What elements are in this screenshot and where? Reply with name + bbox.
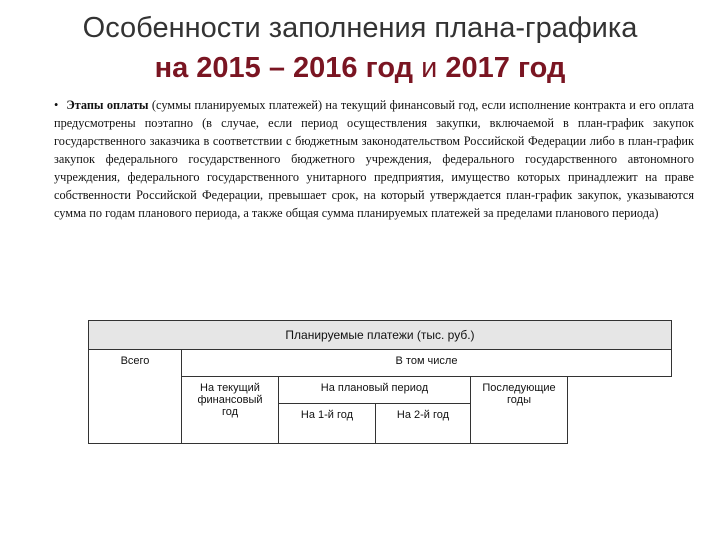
planned-period-label: На плановый период <box>320 382 429 394</box>
lead-text: Этапы оплаты <box>66 98 149 112</box>
title-line-1: Особенности заполнения плана-графика <box>82 12 638 44</box>
total-label: Всего <box>120 355 150 367</box>
including-label: В том числе <box>395 355 458 367</box>
title-years-a: на 2015 – 2016 год <box>154 52 414 84</box>
title-years-b: 2017 год <box>445 52 566 84</box>
later-years-label: Последующие годы <box>482 382 556 406</box>
year1-cell <box>278 403 376 444</box>
current-year-cell <box>181 376 279 444</box>
body-paragraph <box>54 96 694 222</box>
table-header-label: Планируемые платежи (тыс. руб.) <box>285 328 475 342</box>
bullet-icon: • <box>54 98 59 112</box>
year1-label: На 1-й год <box>300 409 354 421</box>
payments-table <box>88 320 672 444</box>
later-years-cell <box>470 376 568 444</box>
title-line-2 <box>0 48 720 88</box>
body-text: (суммы планируемых платежей) на текущий финансовый год, если исполнение контракта и его оплата предусмотрены поэтапно (в случае, если период осуществления закупки, включаемой в план-график закупок государственного заказчика в соответствии с бюджетным законодательством Российской Федерации либо в план-график закупок федерального государственного бюджетного учреждения, федерального государственного автономного учреждения, федерального государственного унитарного предприятия, имущество которых принадлежит на праве собственности Российской Федерации, превышает срок, на который утверждается план-график закупок, указываются сумма по годам планового периода, а также общая сумма планируемых платежей за пределами планового периода) <box>54 98 694 220</box>
slide-title <box>0 8 720 88</box>
planned-period-cell <box>278 376 471 404</box>
year2-cell <box>375 403 471 444</box>
table-header <box>88 320 672 350</box>
title-conjunction: и <box>413 52 446 84</box>
year2-label: На 2-й год <box>396 409 450 421</box>
current-year-label: На текущий финансовый год <box>197 382 263 418</box>
including-cell <box>181 349 672 377</box>
total-cell <box>88 349 182 444</box>
